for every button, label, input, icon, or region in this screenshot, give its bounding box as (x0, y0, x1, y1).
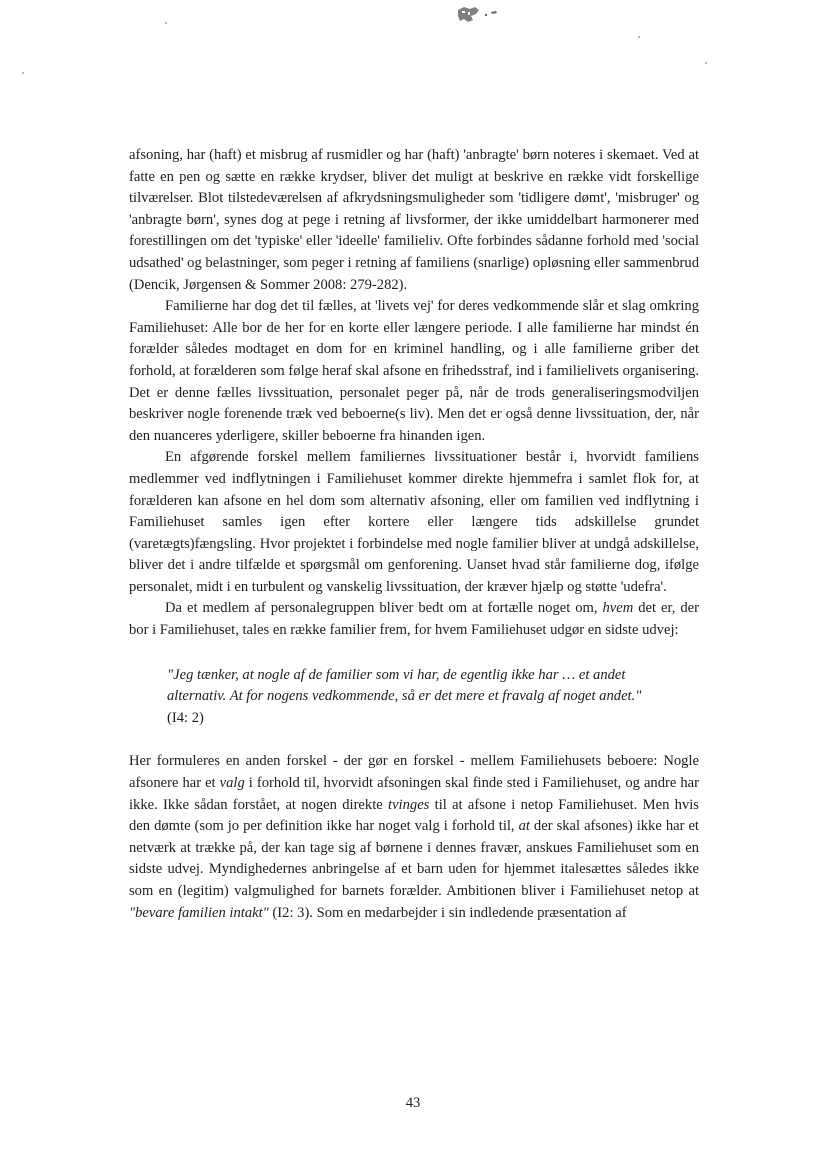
text-run: En afgørende forskel mellem familiernes livssituationer består i, hvorvidt familiens medlemmer ved indflytningen i Familiehuset kommer direkte hjemmefra i samlet flok for, at forælderen kan afsone en hel dom som alternativ afsoning, eller om familien ved indflytning i Familiehuset samles igen efter kortere eller længere tids adskillelse grundet (varetægts)fængsling. Hvor projektet i forbindelse med nogle familier bliver at undgå adskillelse, bliver det i andre tilfælde et spørgsmål om genforening. Uanset hvad står familierne dog, ifølge personalet, midt i en turbulent og vanskelig livssituation, der kræver hjælp og støtte 'udefra'. (129, 449, 699, 595)
paragraph (129, 598, 699, 641)
text-run: Da et medlem af personalegruppen bliver bedt om at fortælle noget om, (165, 600, 603, 617)
quote-citation: (I4: 2) (167, 709, 204, 726)
paragraph (129, 751, 699, 924)
scan-speck (638, 36, 640, 38)
italic-text: hvem (602, 600, 634, 617)
italic-text: valg (219, 775, 245, 792)
text-run: i forhold til, hvorvidt afsoningen skal finde sted i Familiehuset, og andre har ikke. Ikke sådan forstået, at nogen direkte (129, 775, 699, 813)
quote-line: "Jeg tænker, at nogle af de familier som vi har, de egentlig ikke har … et andet (167, 666, 626, 683)
italic-text: "bevare familien intakt" (129, 904, 269, 921)
text-run: Her formuleres en anden forskel - der gør en forskel - mellem Familiehusets beboere: Nogle afsonere har et (129, 753, 699, 792)
italic-text: at (518, 818, 530, 835)
text-run: det er, der bor i Familiehuset, tales en række familier frem, for hvem Familiehuset udgør en sidste udvej: (129, 600, 700, 639)
text-run: afsoning, har (haft) et misbrug af rusmidler og har (haft) 'anbragte' børn noteres i skemaet. Ved at fatte en pen og sætte en række krydser, bliver det muligt at beskrive en række vidt forskellige tilværelser. Blot tilstedeværelsen af afkrydsningsmuligheder som 'tidligere dømt', 'misbruger' og 'anbragte børn', synes dog at pege i retning af livsformer, der ikke umiddelbart harmonerer med forestillingen om det 'typiske' eller 'ideelle' familieliv. Ofte forbindes sådanne forhold med 'social udsathed' og belastninger, som peger i retning af familiens (snarlige) opløsning eller sammenbrud (Dencik, Jørgensen & Sommer 2008: 279-282). (129, 147, 699, 293)
text-run: (I2: 3). Som en medarbejder i sin indledende præsentation af (268, 904, 627, 921)
scan-artifact-icon (455, 4, 501, 26)
body-text (129, 145, 699, 924)
quote-line: alternativ. At for nogens vedkommende, så er det mere et fravalg af noget andet." (167, 688, 642, 705)
paragraph (129, 447, 699, 598)
italic-text: tvinges (388, 796, 430, 813)
page-number: 43 (405, 1095, 421, 1111)
scan-speck (22, 72, 24, 74)
scan-speck (165, 22, 167, 24)
paragraph (129, 296, 699, 447)
paragraph (129, 145, 699, 296)
scan-speck (705, 62, 707, 64)
text-run: Familierne har dog det til fælles, at 'livets vej' for deres vedkommende slår et slag omkring Familiehuset: Alle bor de her for en korte eller længere periode. I alle familierne har mindst én forælder således modtaget en dom for en kriminel handling, og i alle familierne griber det forhold, at forælderen som følge heraf skal afsone en frihedsstraf, ind i familielivets organisering. Det er denne fælles livssituation, personalet peger på, når de trods generaliseringsmodviljen beskriver nogle forenende træk ved beboerne(s liv). Men det er også denne livssituation, der, når den nuanceres yderligere, skiller beboerne fra hinanden igen. (129, 298, 699, 444)
block-quote (167, 665, 687, 730)
text-run: til at afsone i netop Familiehuset. Men hvis den dømte (som jo per definition ikke har noget valg i forhold til, (129, 796, 699, 835)
text-run: der skal afsones) ikke har et netværk at trække på, der kan tage sig af børnene i dennes fravær, anskues Familiehuset som en sidste udvej. Myndighedernes anbringelse af et barn uden for hjemmet italesættes således ikke som en (legitim) valgmulighed for barnets forælder. Ambitionen bliver i Familiehuset netop at (129, 818, 699, 899)
